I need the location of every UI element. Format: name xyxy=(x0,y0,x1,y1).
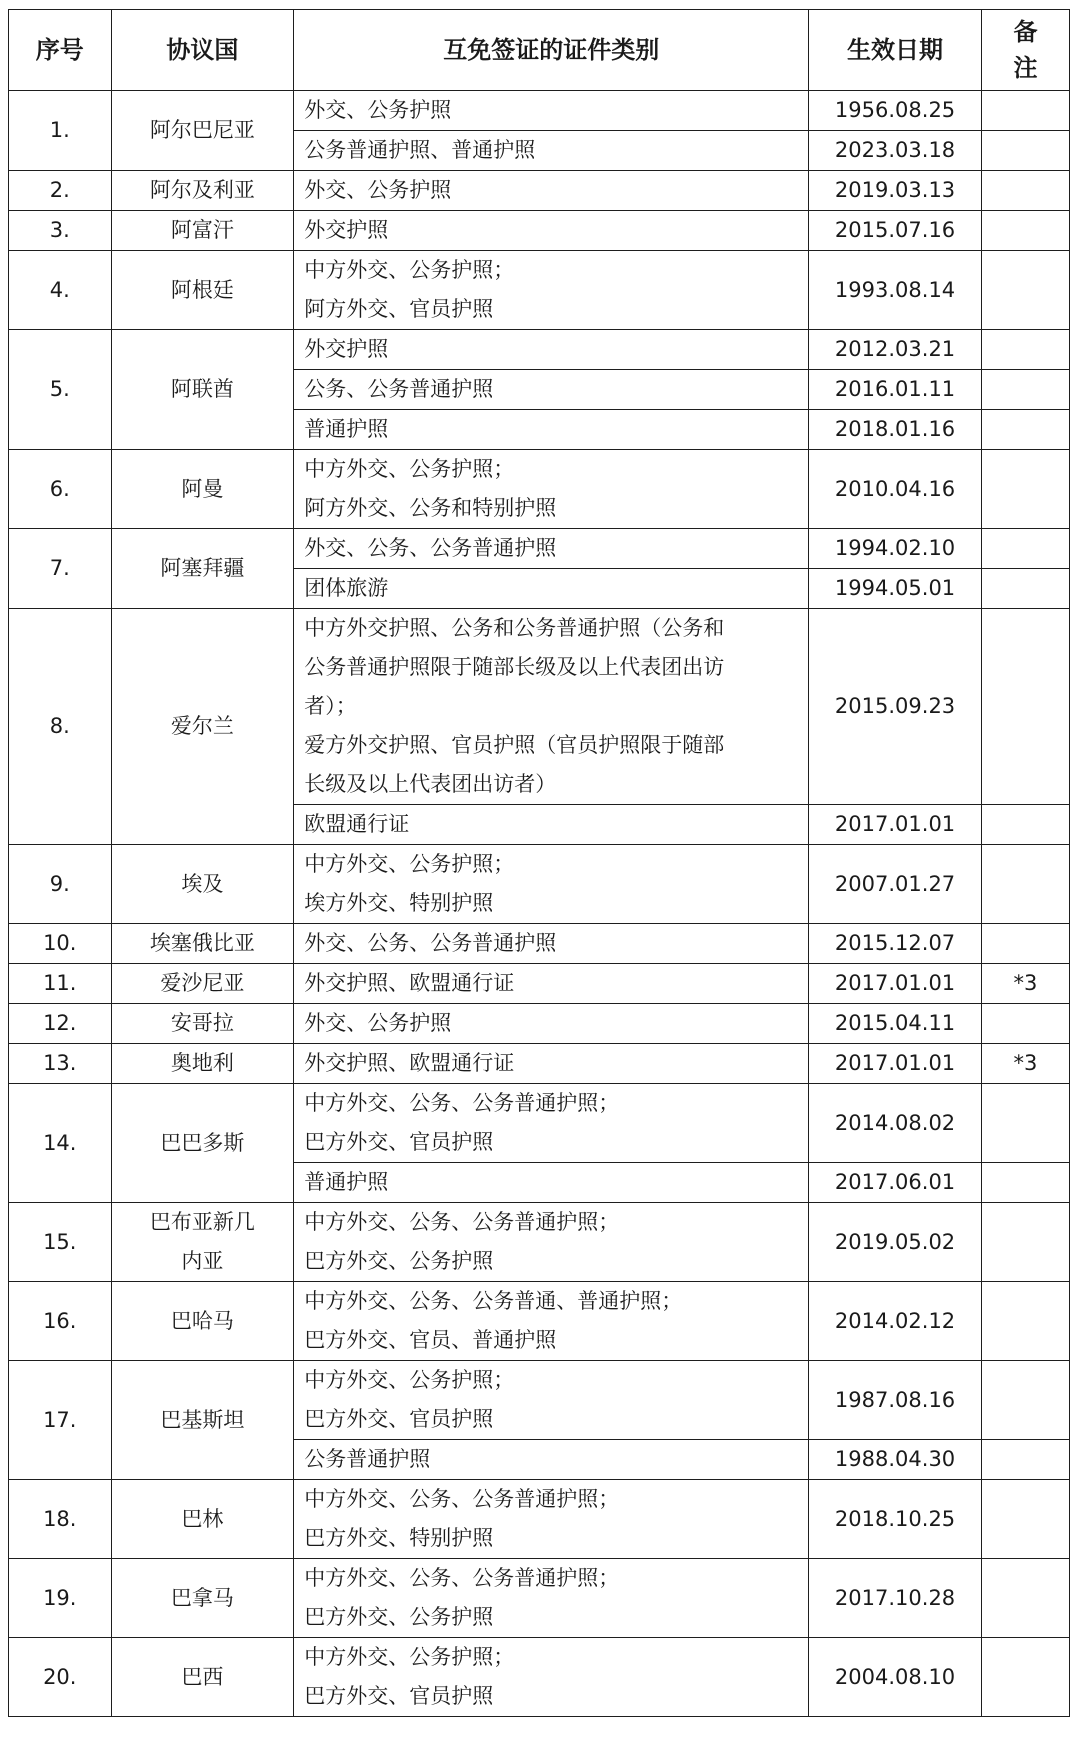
row-remark xyxy=(981,410,1069,450)
row-passport-types xyxy=(294,91,809,131)
table-row xyxy=(9,964,1070,1004)
row-index: 14. xyxy=(9,1084,112,1203)
row-remark xyxy=(981,330,1069,370)
row-country xyxy=(111,1282,294,1361)
row-country xyxy=(111,1559,294,1638)
country-name-line: 阿尔巴尼亚 xyxy=(149,118,255,142)
row-passport-types xyxy=(294,845,809,924)
passport-type-line: 外交、公务、公务普通护照 xyxy=(304,536,557,560)
country-name-line: 阿曼 xyxy=(181,476,224,501)
country-name-line: 安哥拉 xyxy=(170,1011,234,1035)
row-passport-types xyxy=(294,1004,809,1044)
row-effective-date: 1994.05.01 xyxy=(809,569,982,609)
row-remark xyxy=(981,1004,1069,1044)
passport-type-line: 中方外交、公务护照； xyxy=(304,852,515,876)
row-remark xyxy=(981,1480,1069,1559)
passport-type-line: 巴方外交、特别护照 xyxy=(304,1526,494,1550)
row-country xyxy=(111,1084,294,1203)
row-remark xyxy=(981,1440,1069,1480)
row-index: 18. xyxy=(9,1480,112,1559)
row-effective-date: 2014.02.12 xyxy=(809,1282,982,1361)
passport-type-line: 中方外交、公务护照； xyxy=(304,1645,515,1669)
passport-type-line: 中方外交、公务护照； xyxy=(304,1368,515,1392)
row-effective-date: 1994.02.10 xyxy=(809,529,982,569)
row-country xyxy=(111,1361,294,1480)
passport-type-line: 欧盟通行证 xyxy=(304,812,410,836)
passport-type-line: 中方外交、公务、公务普通护照； xyxy=(304,1091,620,1115)
table-body xyxy=(9,91,1070,1717)
country-name-line: 内亚 xyxy=(181,1249,224,1273)
row-passport-types xyxy=(294,211,809,251)
row-remark xyxy=(981,1559,1069,1638)
row-passport-types xyxy=(294,964,809,1004)
row-passport-types xyxy=(294,569,809,609)
row-passport-types xyxy=(294,1163,809,1203)
row-effective-date: 2017.01.01 xyxy=(809,1044,982,1084)
row-effective-date: 2017.06.01 xyxy=(809,1163,982,1203)
country-name-line: 阿联酋 xyxy=(170,377,234,401)
header-remarks-line2: 注 xyxy=(1013,54,1038,82)
passport-type-line: 外交护照、欧盟通行证 xyxy=(304,971,515,995)
table-row xyxy=(9,1361,1070,1440)
table-row xyxy=(9,251,1070,330)
row-remark xyxy=(981,171,1069,211)
row-country xyxy=(111,964,294,1004)
passport-type-line: 者）； xyxy=(304,694,357,718)
row-effective-date: 2007.01.27 xyxy=(809,845,982,924)
row-index: 11. xyxy=(9,964,112,1004)
row-country xyxy=(111,924,294,964)
row-passport-types xyxy=(294,805,809,845)
passport-type-line: 普通护照 xyxy=(304,417,389,441)
row-passport-types xyxy=(294,1203,809,1282)
passport-type-line: 中方外交、公务护照； xyxy=(304,457,515,481)
passport-type-line: 普通护照 xyxy=(304,1170,389,1194)
passport-type-line: 外交护照、欧盟通行证 xyxy=(304,1051,515,1075)
row-remark xyxy=(981,91,1069,131)
row-country xyxy=(111,1044,294,1084)
row-index: 10. xyxy=(9,924,112,964)
table-row xyxy=(9,450,1070,529)
country-name-line: 埃塞俄比亚 xyxy=(149,931,255,955)
row-effective-date: 2015.07.16 xyxy=(809,211,982,251)
row-index: 9. xyxy=(9,845,112,924)
row-index: 17. xyxy=(9,1361,112,1480)
row-index: 15. xyxy=(9,1203,112,1282)
passport-type-line: 团体旅游 xyxy=(304,576,389,600)
row-remark xyxy=(981,609,1069,805)
passport-type-line: 埃方外交、特别护照 xyxy=(304,891,494,915)
row-passport-types xyxy=(294,450,809,529)
table-row xyxy=(9,845,1070,924)
table-row xyxy=(9,1638,1070,1717)
row-passport-types xyxy=(294,1440,809,1480)
passport-type-line: 巴方外交、官员护照 xyxy=(304,1684,494,1708)
table-row xyxy=(9,609,1070,805)
row-index: 5. xyxy=(9,330,112,450)
table-row xyxy=(9,1004,1070,1044)
row-index: 12. xyxy=(9,1004,112,1044)
passport-type-line: 巴方外交、官员护照 xyxy=(304,1130,494,1154)
table-row xyxy=(9,1084,1070,1163)
passport-type-line: 长级及以上代表团出访者） xyxy=(304,772,557,796)
header-country: 协议国 xyxy=(111,10,294,91)
row-remark xyxy=(981,1361,1069,1440)
row-country xyxy=(111,609,294,845)
country-name-line: 巴布亚新几 xyxy=(149,1210,255,1234)
row-remark xyxy=(981,370,1069,410)
passport-type-line: 巴方外交、公务护照 xyxy=(304,1249,494,1273)
country-name-line: 爱沙尼亚 xyxy=(160,971,245,995)
passport-type-line: 中方外交护照、公务和公务普通护照（公务和 xyxy=(304,616,725,640)
row-effective-date: 2014.08.02 xyxy=(809,1084,982,1163)
row-effective-date: 2023.03.18 xyxy=(809,131,982,171)
row-index: 4. xyxy=(9,251,112,330)
passport-type-line: 阿方外交、公务和特别护照 xyxy=(304,496,557,520)
row-effective-date: 2012.03.21 xyxy=(809,330,982,370)
table-row xyxy=(9,529,1070,569)
row-remark xyxy=(981,1084,1069,1163)
passport-type-line: 中方外交、公务、公务普通护照； xyxy=(304,1487,620,1511)
row-effective-date: 2017.01.01 xyxy=(809,805,982,845)
table-row xyxy=(9,211,1070,251)
passport-type-line: 中方外交、公务、公务普通护照； xyxy=(304,1210,620,1234)
country-name-line: 阿塞拜疆 xyxy=(160,556,245,580)
country-name-line: 奥地利 xyxy=(170,1051,234,1075)
row-passport-types xyxy=(294,1638,809,1717)
row-remark xyxy=(981,1203,1069,1282)
row-effective-date: 2016.01.11 xyxy=(809,370,982,410)
country-name-line: 埃及 xyxy=(181,871,224,896)
country-name-line: 巴巴多斯 xyxy=(160,1130,245,1155)
row-effective-date: 2019.05.02 xyxy=(809,1203,982,1282)
row-effective-date: 2015.09.23 xyxy=(809,609,982,805)
row-index: 2. xyxy=(9,171,112,211)
table-row xyxy=(9,924,1070,964)
row-country xyxy=(111,450,294,529)
passport-type-line: 中方外交、公务、公务普通、普通护照； xyxy=(304,1289,683,1313)
row-country xyxy=(111,845,294,924)
row-remark xyxy=(981,569,1069,609)
passport-type-line: 中方外交、公务护照； xyxy=(304,258,515,282)
row-remark xyxy=(981,529,1069,569)
row-country xyxy=(111,91,294,171)
row-country xyxy=(111,171,294,211)
row-effective-date: 1987.08.16 xyxy=(809,1361,982,1440)
row-passport-types xyxy=(294,251,809,330)
row-passport-types xyxy=(294,609,809,805)
table-row xyxy=(9,171,1070,211)
row-passport-types xyxy=(294,171,809,211)
row-passport-types xyxy=(294,529,809,569)
row-index: 16. xyxy=(9,1282,112,1361)
passport-type-line: 外交、公务、公务普通护照 xyxy=(304,931,557,955)
row-country xyxy=(111,251,294,330)
row-country xyxy=(111,1203,294,1282)
row-country xyxy=(111,529,294,609)
table-row xyxy=(9,1282,1070,1361)
country-name-line: 巴基斯坦 xyxy=(160,1407,245,1432)
row-country xyxy=(111,1480,294,1559)
passport-type-line: 巴方外交、官员、普通护照 xyxy=(304,1328,557,1352)
table-row xyxy=(9,330,1070,370)
row-effective-date: 2018.01.16 xyxy=(809,410,982,450)
row-effective-date: 2017.01.01 xyxy=(809,964,982,1004)
row-index: 20. xyxy=(9,1638,112,1717)
row-passport-types xyxy=(294,1282,809,1361)
country-name-line: 巴西 xyxy=(181,1664,224,1689)
row-passport-types xyxy=(294,1361,809,1440)
row-remark: *3 xyxy=(981,1044,1069,1084)
passport-type-line: 中方外交、公务、公务普通护照； xyxy=(304,1566,620,1590)
row-remark xyxy=(981,450,1069,529)
passport-type-line: 巴方外交、官员护照 xyxy=(304,1407,494,1431)
passport-type-line: 外交、公务护照 xyxy=(304,1011,452,1035)
row-passport-types xyxy=(294,370,809,410)
table-row xyxy=(9,1559,1070,1638)
table-row xyxy=(9,91,1070,131)
passport-type-line: 外交、公务护照 xyxy=(304,98,452,122)
row-passport-types xyxy=(294,330,809,370)
row-country xyxy=(111,330,294,450)
row-country xyxy=(111,1638,294,1717)
country-name-line: 爱尔兰 xyxy=(170,714,234,738)
passport-type-line: 公务普通护照、普通护照 xyxy=(304,138,536,162)
passport-type-line: 外交、公务护照 xyxy=(304,178,452,202)
row-passport-types xyxy=(294,131,809,171)
table-row xyxy=(9,1044,1070,1084)
header-remarks-line1: 备 xyxy=(1013,18,1038,46)
row-effective-date: 2015.04.11 xyxy=(809,1004,982,1044)
table-row xyxy=(9,1480,1070,1559)
passport-type-line: 公务普通护照 xyxy=(304,1447,431,1471)
row-remark xyxy=(981,251,1069,330)
country-name-line: 阿富汗 xyxy=(170,218,234,242)
country-name-line: 巴林 xyxy=(181,1506,224,1531)
row-index: 19. xyxy=(9,1559,112,1638)
passport-type-line: 阿方外交、官员护照 xyxy=(304,297,494,321)
row-effective-date: 1988.04.30 xyxy=(809,1440,982,1480)
table-row xyxy=(9,1203,1070,1282)
passport-type-line: 外交护照 xyxy=(304,337,389,361)
header-index: 序号 xyxy=(9,10,112,91)
row-passport-types xyxy=(294,1559,809,1638)
row-remark xyxy=(981,1163,1069,1203)
row-index: 6. xyxy=(9,450,112,529)
row-passport-types xyxy=(294,1480,809,1559)
header-passport-types: 互免签证的证件类别 xyxy=(294,10,809,91)
row-index: 1. xyxy=(9,91,112,171)
row-effective-date: 2017.10.28 xyxy=(809,1559,982,1638)
row-effective-date: 2019.03.13 xyxy=(809,171,982,211)
row-effective-date: 2018.10.25 xyxy=(809,1480,982,1559)
row-index: 7. xyxy=(9,529,112,609)
row-remark xyxy=(981,1638,1069,1717)
visa-exemption-table xyxy=(8,9,1070,1717)
passport-type-line: 爱方外交护照、官员护照（官员护照限于随部 xyxy=(304,733,725,757)
row-passport-types xyxy=(294,924,809,964)
row-passport-types xyxy=(294,1084,809,1163)
passport-type-line: 公务普通护照限于随部长级及以上代表团出访 xyxy=(304,655,725,679)
header-effective-date: 生效日期 xyxy=(809,10,982,91)
passport-type-line: 公务、公务普通护照 xyxy=(304,377,494,401)
row-remark xyxy=(981,211,1069,251)
row-passport-types xyxy=(294,1044,809,1084)
row-remark: *3 xyxy=(981,964,1069,1004)
row-remark xyxy=(981,131,1069,171)
country-name-line: 巴哈马 xyxy=(170,1308,234,1333)
country-name-line: 阿根廷 xyxy=(170,277,234,302)
row-index: 13. xyxy=(9,1044,112,1084)
country-name-line: 巴拿马 xyxy=(170,1585,234,1610)
row-effective-date: 2015.12.07 xyxy=(809,924,982,964)
row-effective-date: 2010.04.16 xyxy=(809,450,982,529)
row-country xyxy=(111,211,294,251)
row-effective-date: 2004.08.10 xyxy=(809,1638,982,1717)
passport-type-line: 巴方外交、公务护照 xyxy=(304,1605,494,1629)
country-name-line: 阿尔及利亚 xyxy=(149,178,255,202)
row-remark xyxy=(981,1282,1069,1361)
row-index: 3. xyxy=(9,211,112,251)
row-effective-date: 1993.08.14 xyxy=(809,251,982,330)
header-remarks xyxy=(981,10,1069,91)
row-index: 8. xyxy=(9,609,112,845)
row-remark xyxy=(981,924,1069,964)
row-remark xyxy=(981,845,1069,924)
row-effective-date: 1956.08.25 xyxy=(809,91,982,131)
row-passport-types xyxy=(294,410,809,450)
passport-type-line: 外交护照 xyxy=(304,218,389,242)
row-country xyxy=(111,1004,294,1044)
row-remark xyxy=(981,805,1069,845)
table-header-row xyxy=(9,10,1070,91)
